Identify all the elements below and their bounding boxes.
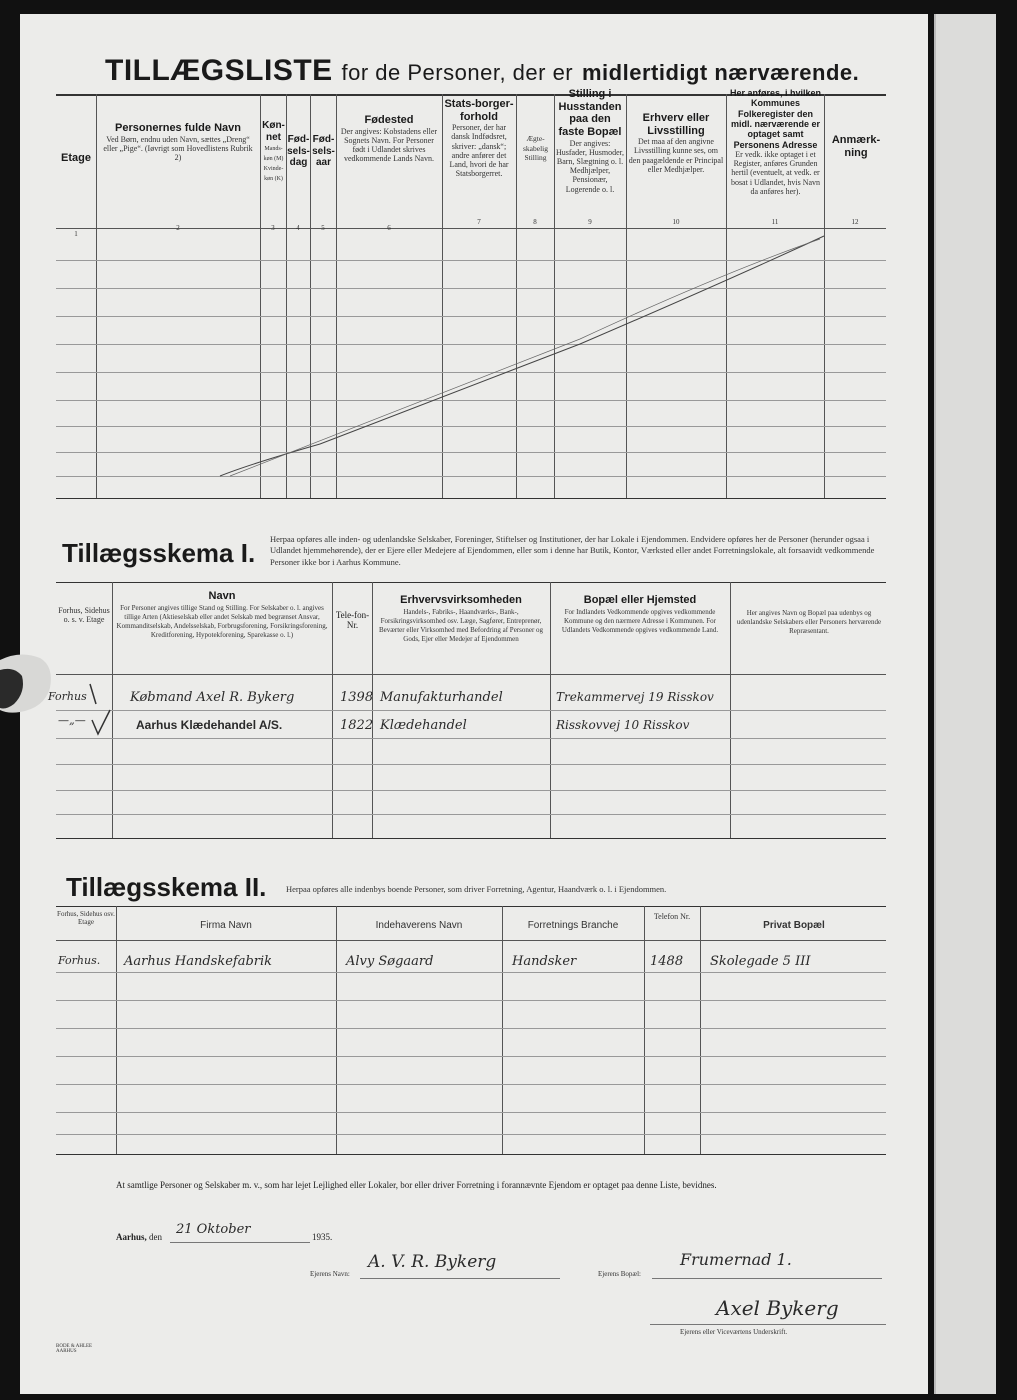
colnum-7: 7: [477, 218, 481, 226]
signature: Axel Bykerg: [716, 1296, 839, 1320]
declaration-text: At samtlige Personer og Selskaber m. v., som har lejet Lejlighed eller Lokaler, bor eller driver Forretning i forannævnte Ejendom er optaget paa denne Liste, bevidnes.: [116, 1180, 717, 1190]
s2-header-bopael: Privat Bopæl: [763, 920, 825, 931]
t1-header-folkeregister-sub: Er vedk. ikke optaget i et Register, anføres Grunden hertil (eventuelt, at vedk. er bosat i Udlandet, hvis Navn da anføres her).: [730, 150, 821, 196]
owner-name-label: Ejerens Navn:: [310, 1270, 350, 1278]
s1-header-erhverv-sub: Handels-, Fabriks-, Haandværks-, Bank-, Forsikringsvirksomhed osv. Læge, Sagfører, Entreprenør, Beværter eller Virksomhed med Befordring af Personer og Gods, Ejer eller Medejer af Ejendommen: [378, 607, 544, 644]
s1-row1-navn: Købmand Axel R. Bykerg: [130, 690, 295, 705]
s1-row2-telefon: 1822: [340, 718, 374, 733]
t1-header-konnet-sub: Mands-køn (M) Kvinde-køn (K): [263, 146, 284, 182]
owner-address-value: Frumernad 1.: [680, 1250, 792, 1269]
s1-header-navn: Navn: [208, 590, 236, 602]
s2-row1-branche: Handsker: [512, 954, 577, 969]
s1-header-erhverv: Erhvervsvirksomheden: [400, 594, 522, 606]
next-page-edge: [934, 14, 996, 1394]
colnum-10: 10: [672, 218, 680, 226]
colnum-9: 9: [588, 218, 592, 226]
title-mid: for de Personer, der er: [341, 60, 574, 85]
colnum-5: 5: [321, 224, 325, 232]
s1-row2-etage: —„—: [58, 714, 86, 727]
colnum-3: 3: [271, 224, 275, 232]
s2-row1-bopael: Skolegade 5 III: [710, 954, 811, 969]
date-value: 21 Oktober: [176, 1222, 251, 1237]
s1-header-etage: Forhus, Sidehus o. s. v. Etage: [58, 606, 110, 625]
skema1-intro: Herpaa opføres alle inden- og udenlandske Selskaber, Foreninger, Stiftelser og Institutioner, der har Lokale i Ejendommen. Endvidere opføres her de Personer (herunder ogsaa i Udlandet hjemmehørende), der er Ejere eller Medejere af Ejendommen, eller som i denne har Butik, Kontor, Værksted eller andet Forretningslokale, alt forsaavidt vedkommende Personer ikke bor i Aarhus Kommune.: [270, 534, 875, 567]
colnum-12: 12: [851, 218, 859, 226]
s2-header-branche: Forretnings Branche: [527, 920, 619, 931]
t1-header-fodested: Fødested: [364, 114, 414, 126]
t1-header-folkeregister: Her anføres, i hvilken Kommunes Folkeregister den midl. nærværende er optaget samt Personens Adresse: [729, 88, 822, 150]
t1-header-etage: Etage: [61, 152, 91, 164]
s1-row1-telefon: 1398: [340, 690, 374, 705]
skema1-title: Tillægsskema I.: [62, 538, 256, 568]
s1-header-navn-sub: For Personer angives tillige Stand og Stilling. For Selskaber o. l. angives tillige Arten (Aktieselskab eller andet Selskab med begrænset Ansvar, Kommanditselskab, Andelsselskab, Forbrugsforening, Forsikringsforening, Kreditforening, Hypotekforening, Sparekasse o. l.): [116, 603, 328, 640]
s1-row1-etage: Forhus: [48, 690, 87, 703]
s1-header-repraesentant: Her angives Navn og Bopæl paa udenbys og udenlandske Selskabers eller Personers herværende Repræsentant.: [736, 609, 882, 636]
owner-address-label: Ejerens Bopæl:: [598, 1270, 641, 1278]
colnum-4: 4: [296, 224, 300, 232]
colnum-11: 11: [771, 218, 779, 226]
t1-header-fodested-sub: Der angives: Kobstadens eller Sognets Navn. For Personer født i Udlandet skrives vedkommende Lands Navn.: [340, 126, 438, 164]
cancel-stroke: [20, 14, 928, 514]
owner-name-value: A. V. R. Bykerg: [368, 1252, 497, 1272]
s1-row1-bopael: Trekammervej 19 Risskov: [556, 690, 714, 704]
thumb-image: [0, 640, 58, 730]
t1-header-stilling-sub: Der angives: Husfader, Husmoder, Barn, Slægtning o. l. Medhjælper, Pensionær, Logerende o. l.: [556, 138, 625, 194]
title-end: midlertidigt nærværende.: [581, 60, 860, 85]
t1-header-anmaerkning: Anmærk-ning: [831, 134, 881, 159]
t1-header-statsborger-sub: Personer, der har dansk Indfødsret, skriver: „dansk“; andre anfører det Land, hvori de har Statsborgerret.: [449, 123, 509, 179]
signature-label: Ejerens eller Viceværtens Underskrift.: [680, 1328, 788, 1336]
den-label: den: [149, 1232, 163, 1242]
checkmark-icon: [70, 680, 120, 740]
s1-header-bopael-sub: For Indlandets Vedkommende opgives vedkommende Kommune og den nærmere Adresse i Kommunen. For Udlandets Vedkommende opgives vedkommende Land.: [561, 607, 719, 635]
city-label: Aarhus,: [116, 1232, 147, 1242]
printer-mark: BODE & AHLEE AARHUS: [56, 1344, 93, 1354]
s2-header-telefon: Telefon Nr.: [653, 912, 691, 921]
title-main: TILLÆGSLISTE: [105, 54, 333, 87]
t1-header-erhverv: Erhverv eller Livsstilling: [642, 112, 710, 137]
t1-header-stilling: Stilling i Husstanden paa den faste Bopæl: [558, 88, 622, 138]
t1-header-navn-sub: Ved Børn, endnu uden Navn, sættes „Dreng“ eller „Pige“. (Iøvrigt som Hovedlistens Rubrik 2): [103, 134, 253, 163]
s2-row1-firma: Aarhus Handskefabrik: [124, 954, 273, 969]
s1-row1-erhverv: Manufakturhandel: [380, 690, 503, 705]
t1-header-erhverv-sub: Det maa af den angivne Livsstilling kunne ses, om den paagældende er Principal eller Medhjælper.: [628, 137, 724, 174]
s1-row2-navn-stamp: Aarhus Klædehandel A/S.: [136, 718, 283, 732]
t1-header-konnet: Køn-net: [262, 120, 285, 143]
t1-header-fodselsaar: Fød-sels-aar: [312, 134, 335, 168]
colnum-1: 1: [74, 230, 78, 238]
colnum-8: 8: [533, 218, 537, 226]
skema2-intro: Herpaa opføres alle indenbys boende Personer, som driver Forretning, Agentur, Haandværk o. l. i Ejendommen.: [286, 884, 667, 894]
s2-row1-etage: Forhus.: [58, 954, 101, 967]
t1-header-navn: Personernes fulde Navn: [115, 122, 241, 134]
s1-header-telefon: Tele-fon-Nr.: [335, 610, 370, 631]
s2-header-etage: Forhus, Sidehus osv. Etage: [57, 910, 115, 927]
t1-header-aegteskab: Ægte-skabelig Stilling: [523, 134, 548, 163]
s2-row1-telefon: 1488: [650, 954, 684, 969]
s1-row2-erhverv: Klædehandel: [380, 718, 467, 733]
s1-row2-bopael: Risskovvej 10 Risskov: [556, 718, 690, 732]
form-page: [20, 14, 928, 1394]
year-value: 1935.: [312, 1232, 333, 1242]
s2-row1-indehaver: Alvy Søgaard: [346, 954, 434, 969]
date-line: [116, 1232, 162, 1242]
t1-header-statsborger: Stats-borger-forhold: [444, 98, 514, 123]
s1-header-bopael: Bopæl eller Hjemsted: [583, 594, 697, 606]
s2-header-firma: Firma Navn: [200, 920, 252, 931]
colnum-6: 6: [387, 224, 391, 232]
colnum-2: 2: [176, 224, 180, 232]
t1-header-fodselsdag: Fød-sels-dag: [287, 134, 310, 168]
s2-header-indehaver: Indehaverens Navn: [375, 920, 463, 931]
skema2-title: Tillægsskema II.: [66, 872, 267, 902]
